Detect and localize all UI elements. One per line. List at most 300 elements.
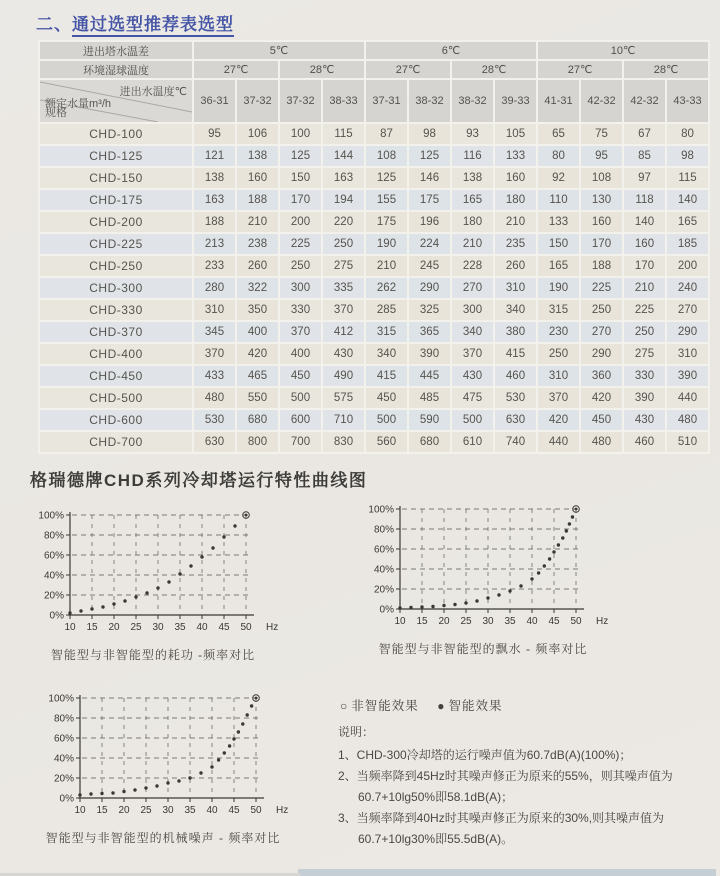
value-cell: 133 — [538, 212, 579, 232]
value-cell: 95 — [581, 146, 622, 166]
value-cell: 480 — [581, 432, 622, 452]
value-cell: 210 — [237, 212, 278, 232]
value-cell: 140 — [667, 190, 708, 210]
table-row — [40, 124, 708, 144]
value-cell: 275 — [624, 344, 665, 364]
svg-text:40: 40 — [206, 805, 218, 816]
value-cell: 280 — [194, 278, 235, 298]
value-cell: 100 — [280, 124, 321, 144]
chart-power-plot — [28, 505, 278, 633]
value-cell: 610 — [452, 432, 493, 452]
model-cell: CHD-100 — [40, 124, 192, 144]
chart-noise-vs-frequency — [38, 688, 288, 846]
value-cell: 412 — [323, 322, 364, 342]
value-cell: 290 — [581, 344, 622, 364]
chart-noise-plot — [38, 688, 288, 816]
value-cell: 480 — [667, 410, 708, 430]
value-cell: 440 — [667, 388, 708, 408]
svg-text:20: 20 — [438, 616, 450, 627]
chart-noise-caption: 智能型与非智能型的机械噪声 - 频率对比 — [45, 831, 281, 845]
svg-text:25: 25 — [130, 622, 142, 633]
value-cell: 250 — [538, 344, 579, 364]
value-cell: 530 — [194, 410, 235, 430]
value-cell: 275 — [323, 256, 364, 276]
corner-inlet-outlet-temp-label: 进出水温度℃ — [119, 86, 187, 98]
value-cell: 80 — [667, 124, 708, 144]
value-cell: 163 — [194, 190, 235, 210]
value-cell: 233 — [194, 256, 235, 276]
value-cell: 430 — [624, 410, 665, 430]
value-cell: 630 — [194, 432, 235, 452]
svg-text:30: 30 — [162, 805, 174, 816]
value-cell: 740 — [495, 432, 536, 452]
value-cell: 680 — [409, 432, 450, 452]
svg-text:35: 35 — [174, 622, 186, 633]
value-cell: 118 — [624, 190, 665, 210]
svg-text:35: 35 — [184, 805, 196, 816]
value-cell: 465 — [237, 366, 278, 386]
table-row — [40, 256, 708, 276]
value-cell: 185 — [667, 234, 708, 254]
svg-text:20%: 20% — [53, 773, 74, 785]
value-cell: 370 — [452, 344, 493, 364]
svg-text:60%: 60% — [43, 550, 64, 562]
selection-table — [38, 40, 710, 454]
value-cell: 310 — [194, 300, 235, 320]
value-cell: 430 — [323, 344, 364, 364]
value-cell: 200 — [667, 256, 708, 276]
value-cell: 115 — [323, 124, 364, 144]
curves-section-title: 格瑞德牌CHD系列冷却塔运行特性曲线图 — [30, 471, 368, 490]
value-cell: 440 — [538, 432, 579, 452]
value-cell: 430 — [452, 366, 493, 386]
svg-text:Hz: Hz — [276, 805, 288, 816]
model-cell: CHD-700 — [40, 432, 192, 452]
value-cell: 188 — [194, 212, 235, 232]
value-cell: 220 — [323, 212, 364, 232]
svg-text:15: 15 — [96, 805, 108, 816]
svg-text:100%: 100% — [368, 504, 394, 516]
value-cell: 270 — [452, 278, 493, 298]
value-cell: 230 — [538, 322, 579, 342]
value-cell: 170 — [624, 256, 665, 276]
svg-text:50: 50 — [240, 622, 252, 633]
svg-text:25: 25 — [460, 616, 472, 627]
header-temp-range: 36-31 — [194, 80, 235, 122]
header-wet-bulb-value: 27℃ — [366, 61, 450, 78]
value-cell: 116 — [452, 146, 493, 166]
value-cell: 530 — [495, 388, 536, 408]
model-cell: CHD-500 — [40, 388, 192, 408]
value-cell: 830 — [323, 432, 364, 452]
value-cell: 260 — [237, 256, 278, 276]
value-cell: 380 — [495, 322, 536, 342]
value-cell: 590 — [409, 410, 450, 430]
value-cell: 550 — [237, 388, 278, 408]
svg-text:10: 10 — [394, 616, 406, 627]
corner-spec-label: 规格 — [45, 107, 67, 119]
value-cell: 700 — [280, 432, 321, 452]
value-cell: 335 — [323, 278, 364, 298]
value-cell: 85 — [624, 146, 665, 166]
value-cell: 315 — [366, 322, 407, 342]
value-cell: 125 — [409, 146, 450, 166]
value-cell: 130 — [581, 190, 622, 210]
svg-text:60%: 60% — [53, 733, 74, 745]
value-cell: 450 — [280, 366, 321, 386]
page-title-prefix: 二、 — [36, 15, 72, 34]
model-cell: CHD-250 — [40, 256, 192, 276]
value-cell: 225 — [280, 234, 321, 254]
header-temp-range: 42-32 — [624, 80, 665, 122]
value-cell: 160 — [495, 168, 536, 188]
svg-text:20%: 20% — [373, 584, 394, 596]
value-cell: 108 — [581, 168, 622, 188]
value-cell: 370 — [323, 300, 364, 320]
header-wet-bulb-value: 28℃ — [280, 61, 364, 78]
value-cell: 87 — [366, 124, 407, 144]
value-cell: 165 — [538, 256, 579, 276]
svg-text:Hz: Hz — [266, 622, 278, 633]
value-cell: 240 — [667, 278, 708, 298]
value-cell: 322 — [237, 278, 278, 298]
value-cell: 490 — [323, 366, 364, 386]
value-cell: 270 — [667, 300, 708, 320]
value-cell: 165 — [667, 212, 708, 232]
corner-rated-flow-label: 额定水量m³/h — [45, 98, 111, 110]
value-cell: 370 — [538, 388, 579, 408]
value-cell: 800 — [237, 432, 278, 452]
value-cell: 155 — [366, 190, 407, 210]
value-cell: 146 — [409, 168, 450, 188]
value-cell: 170 — [581, 234, 622, 254]
value-cell: 450 — [366, 388, 407, 408]
value-cell: 188 — [581, 256, 622, 276]
value-cell: 390 — [409, 344, 450, 364]
table-row — [40, 322, 708, 342]
svg-text:35: 35 — [504, 616, 516, 627]
value-cell: 210 — [366, 256, 407, 276]
value-cell: 138 — [194, 168, 235, 188]
value-cell: 98 — [667, 146, 708, 166]
value-cell: 310 — [667, 344, 708, 364]
model-cell: CHD-330 — [40, 300, 192, 320]
svg-text:40%: 40% — [373, 564, 394, 576]
svg-text:10: 10 — [74, 805, 86, 816]
value-cell: 65 — [538, 124, 579, 144]
svg-text:40%: 40% — [43, 570, 64, 582]
value-cell: 480 — [194, 388, 235, 408]
value-cell: 400 — [280, 344, 321, 364]
value-cell: 150 — [280, 168, 321, 188]
svg-text:15: 15 — [416, 616, 428, 627]
selection-table-head — [40, 42, 708, 122]
value-cell: 500 — [452, 410, 493, 430]
table-row — [40, 168, 708, 188]
header-temp-diff-value: 5℃ — [194, 42, 364, 59]
value-cell: 510 — [667, 432, 708, 452]
value-cell: 225 — [581, 278, 622, 298]
svg-text:20: 20 — [118, 805, 130, 816]
value-cell: 180 — [452, 212, 493, 232]
header-wet-bulb-value: 27℃ — [538, 61, 622, 78]
value-cell: 390 — [624, 388, 665, 408]
value-cell: 196 — [409, 212, 450, 232]
svg-text:40: 40 — [196, 622, 208, 633]
value-cell: 345 — [194, 322, 235, 342]
value-cell: 210 — [624, 278, 665, 298]
table-row — [40, 146, 708, 166]
value-cell: 340 — [366, 344, 407, 364]
value-cell: 340 — [495, 300, 536, 320]
svg-text:0%: 0% — [379, 604, 394, 616]
model-cell: CHD-125 — [40, 146, 192, 166]
value-cell: 415 — [366, 366, 407, 386]
value-cell: 245 — [409, 256, 450, 276]
value-cell: 175 — [366, 212, 407, 232]
note-item-2: 2、当频率降到45Hz时其噪声修正为原来的55%，则其噪声值为60.7+10lg50%即58.1dB(A)； — [338, 769, 673, 804]
svg-text:45: 45 — [218, 622, 230, 633]
value-cell: 420 — [538, 410, 579, 430]
value-cell: 190 — [538, 278, 579, 298]
svg-text:30: 30 — [152, 622, 164, 633]
svg-text:50: 50 — [250, 805, 262, 816]
value-cell: 262 — [366, 278, 407, 298]
selection-table-body — [40, 124, 708, 452]
table-row — [40, 300, 708, 320]
table-row — [40, 234, 708, 254]
svg-text:20%: 20% — [43, 590, 64, 602]
value-cell: 290 — [667, 322, 708, 342]
value-cell: 210 — [452, 234, 493, 254]
value-cell: 330 — [624, 366, 665, 386]
value-cell: 310 — [538, 366, 579, 386]
value-cell: 485 — [409, 388, 450, 408]
table-row — [40, 344, 708, 364]
svg-text:60%: 60% — [373, 544, 394, 556]
value-cell: 108 — [366, 146, 407, 166]
value-cell: 575 — [323, 388, 364, 408]
value-cell: 125 — [366, 168, 407, 188]
value-cell: 600 — [280, 410, 321, 430]
chart-legend — [340, 696, 503, 714]
value-cell: 250 — [323, 234, 364, 254]
table-row — [40, 212, 708, 232]
value-cell: 97 — [624, 168, 665, 188]
value-cell: 360 — [581, 366, 622, 386]
svg-text:50: 50 — [570, 616, 582, 627]
value-cell: 460 — [624, 432, 665, 452]
svg-text:80%: 80% — [53, 713, 74, 725]
value-cell: 160 — [624, 234, 665, 254]
value-cell: 370 — [280, 322, 321, 342]
model-cell: CHD-300 — [40, 278, 192, 298]
value-cell: 235 — [495, 234, 536, 254]
header-temp-diff-value: 6℃ — [366, 42, 536, 59]
value-cell: 150 — [538, 234, 579, 254]
filled-circle-icon: ● — [437, 699, 446, 713]
value-cell: 105 — [495, 124, 536, 144]
value-cell: 300 — [452, 300, 493, 320]
chart-power-vs-frequency — [28, 505, 278, 663]
header-temp-range: 37-32 — [237, 80, 278, 122]
header-temp-range: 39-33 — [495, 80, 536, 122]
value-cell: 285 — [366, 300, 407, 320]
value-cell: 225 — [624, 300, 665, 320]
svg-text:100%: 100% — [48, 693, 74, 705]
value-cell: 95 — [194, 124, 235, 144]
value-cell: 170 — [280, 190, 321, 210]
table-row — [40, 190, 708, 210]
svg-text:0%: 0% — [59, 793, 74, 805]
svg-text:45: 45 — [228, 805, 240, 816]
chart-drift-plot — [358, 499, 608, 627]
svg-text:80%: 80% — [373, 524, 394, 536]
page-edge-bar — [298, 869, 716, 876]
svg-text:30: 30 — [482, 616, 494, 627]
value-cell: 420 — [237, 344, 278, 364]
model-cell: CHD-450 — [40, 366, 192, 386]
notes-title: 说明： — [338, 725, 375, 739]
value-cell: 450 — [581, 410, 622, 430]
legend-non-smart — [340, 699, 419, 713]
svg-text:20: 20 — [108, 622, 120, 633]
value-cell: 92 — [538, 168, 579, 188]
value-cell: 110 — [538, 190, 579, 210]
header-temp-range: 37-32 — [280, 80, 321, 122]
open-circle-icon: ○ — [340, 699, 349, 713]
value-cell: 370 — [194, 344, 235, 364]
value-cell: 365 — [409, 322, 450, 342]
table-row — [40, 278, 708, 298]
value-cell: 300 — [280, 278, 321, 298]
value-cell: 200 — [280, 212, 321, 232]
header-temp-range: 42-32 — [581, 80, 622, 122]
svg-text:25: 25 — [140, 805, 152, 816]
value-cell: 325 — [409, 300, 450, 320]
header-temp-range: 38-33 — [323, 80, 364, 122]
svg-text:40%: 40% — [53, 753, 74, 765]
value-cell: 188 — [237, 190, 278, 210]
value-cell: 560 — [366, 432, 407, 452]
chart-drift-caption: 智能型与非智能型的飘水 - 频率对比 — [378, 642, 588, 656]
value-cell: 250 — [581, 300, 622, 320]
svg-text:Hz: Hz — [596, 616, 608, 627]
model-cell: CHD-370 — [40, 322, 192, 342]
value-cell: 75 — [581, 124, 622, 144]
header-temp-diff-label: 进出塔水温差 — [40, 42, 192, 59]
value-cell: 138 — [452, 168, 493, 188]
notes-block — [338, 722, 712, 850]
value-cell: 190 — [366, 234, 407, 254]
header-temp-range: 38-32 — [452, 80, 493, 122]
value-cell: 390 — [667, 366, 708, 386]
value-cell: 238 — [237, 234, 278, 254]
value-cell: 121 — [194, 146, 235, 166]
header-wet-bulb-value: 28℃ — [452, 61, 536, 78]
legend-non-smart-label: 非智能效果 — [351, 699, 419, 713]
note-item-3: 3、当频率降到40Hz时其噪声修正为原来的30%,则其噪声值为60.7+10lg30%即55.5dB(A)。 — [338, 811, 665, 846]
value-cell: 138 — [237, 146, 278, 166]
value-cell: 315 — [538, 300, 579, 320]
chart-power-caption: 智能型与非智能型的耗功 -频率对比 — [50, 648, 256, 662]
value-cell: 67 — [624, 124, 665, 144]
svg-text:45: 45 — [548, 616, 560, 627]
svg-text:15: 15 — [86, 622, 98, 633]
header-wet-bulb-value: 27℃ — [194, 61, 278, 78]
value-cell: 500 — [280, 388, 321, 408]
model-cell: CHD-150 — [40, 168, 192, 188]
value-cell: 93 — [452, 124, 493, 144]
value-cell: 125 — [280, 146, 321, 166]
header-wet-bulb-value: 28℃ — [624, 61, 708, 78]
value-cell: 310 — [495, 278, 536, 298]
page-title-text: 通过选型推荐表选型 — [72, 15, 234, 37]
header-temp-diff-value: 10℃ — [538, 42, 708, 59]
legend-smart — [437, 699, 502, 713]
value-cell: 250 — [280, 256, 321, 276]
table-row — [40, 388, 708, 408]
value-cell: 290 — [409, 278, 450, 298]
value-cell: 680 — [237, 410, 278, 430]
svg-text:40: 40 — [526, 616, 538, 627]
model-cell: CHD-200 — [40, 212, 192, 232]
value-cell: 460 — [495, 366, 536, 386]
value-cell: 630 — [495, 410, 536, 430]
value-cell: 133 — [495, 146, 536, 166]
header-corner-cell — [40, 80, 192, 122]
value-cell: 228 — [452, 256, 493, 276]
value-cell: 163 — [323, 168, 364, 188]
value-cell: 115 — [667, 168, 708, 188]
value-cell: 500 — [366, 410, 407, 430]
model-cell: CHD-175 — [40, 190, 192, 210]
value-cell: 165 — [452, 190, 493, 210]
value-cell: 415 — [495, 344, 536, 364]
value-cell: 350 — [237, 300, 278, 320]
value-cell: 420 — [581, 388, 622, 408]
value-cell: 140 — [624, 212, 665, 232]
value-cell: 175 — [409, 190, 450, 210]
value-cell: 445 — [409, 366, 450, 386]
table-row — [40, 366, 708, 386]
note-item-1: 1、CHD-300冷却塔的运行噪声值为60.7dB(A)(100%)； — [338, 748, 632, 762]
value-cell: 433 — [194, 366, 235, 386]
header-temp-range: 41-31 — [538, 80, 579, 122]
table-row — [40, 410, 708, 430]
value-cell: 400 — [237, 322, 278, 342]
header-temp-range: 38-32 — [409, 80, 450, 122]
chart-drift-vs-frequency — [358, 499, 608, 657]
value-cell: 224 — [409, 234, 450, 254]
svg-text:0%: 0% — [49, 610, 64, 622]
svg-text:10: 10 — [64, 622, 76, 633]
page-title — [36, 10, 234, 35]
svg-text:100%: 100% — [38, 510, 64, 522]
header-wet-bulb-label: 环境湿球温度 — [40, 61, 192, 78]
value-cell: 98 — [409, 124, 450, 144]
value-cell: 260 — [495, 256, 536, 276]
value-cell: 270 — [581, 322, 622, 342]
svg-text:80%: 80% — [43, 530, 64, 542]
value-cell: 80 — [538, 146, 579, 166]
value-cell: 160 — [237, 168, 278, 188]
model-cell: CHD-225 — [40, 234, 192, 254]
value-cell: 106 — [237, 124, 278, 144]
model-cell: CHD-600 — [40, 410, 192, 430]
value-cell: 213 — [194, 234, 235, 254]
table-row — [40, 432, 708, 452]
